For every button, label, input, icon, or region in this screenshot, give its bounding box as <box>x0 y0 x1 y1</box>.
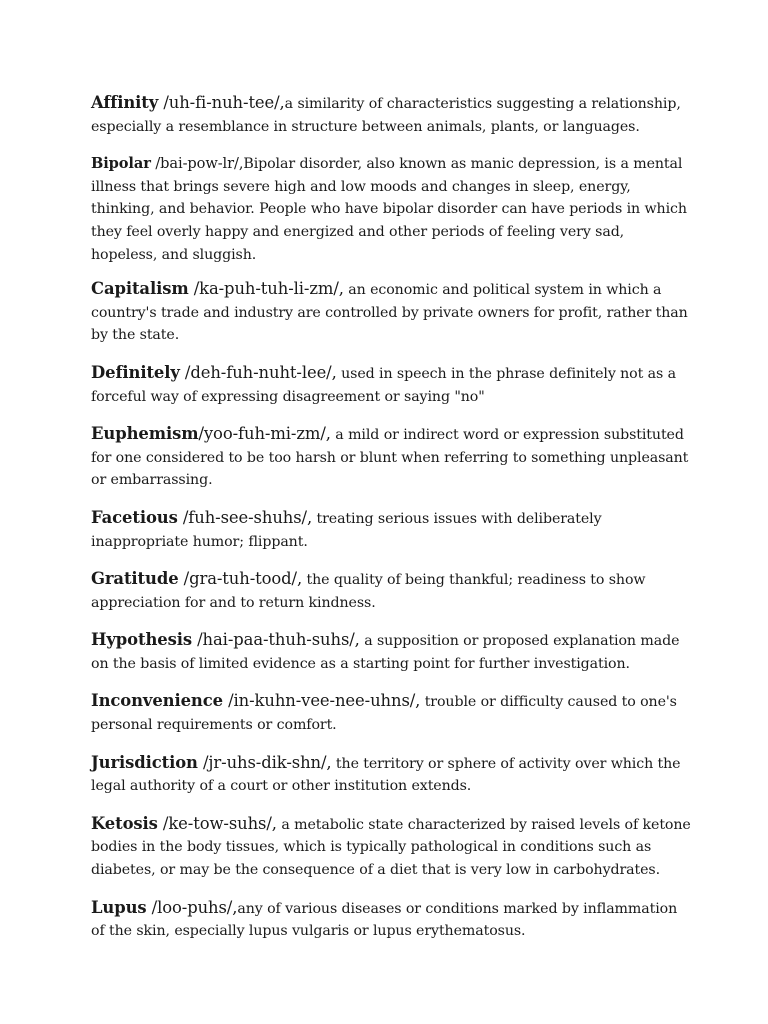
entry-definition: a similarity of characteristics suggesting a relationship, especially a resemblance in structure between animals, plants, or languages. <box>91 96 681 135</box>
entry-capitalism <box>91 278 691 347</box>
entry-definition: a mild or indirect word or expression substituted for one considered to be too harsh or blunt when referring to something unpleasant or embarrassing. <box>91 427 689 489</box>
entry-pronunciation: /loo-puhs/, <box>146 897 238 917</box>
entry-definition: a supposition or proposed explanation made on the basis of limited evidence as a starting point for further investigation. <box>91 633 680 672</box>
entry-definition: a metabolic state characterized by raised levels of ketone bodies in the body tissues, which is typically pathological in conditions such as diabetes, or may be the consequence of a diet that is very low in carbohydrates. <box>91 816 691 879</box>
entry-definitely <box>91 362 691 408</box>
entry-definition: used in speech in the phrase definitely not as a forceful way of expressing disagreement or saying "no" <box>91 365 676 405</box>
entry-lupus <box>91 897 691 943</box>
entry-definition: the territory or sphere of activity over which the legal authority of a court or other institution extends. <box>91 755 681 795</box>
entry-affinity <box>91 92 691 138</box>
entry-pronunciation: /ka-puh-tuh-li-zm/, <box>188 279 344 299</box>
entry-inconvenience <box>91 690 691 736</box>
entry-term: Ketosis <box>91 813 158 833</box>
entry-definition: an economic and political system in which a country's trade and industry are controlled by private owners for profit, rather than by the state. <box>91 282 688 344</box>
glossary-page <box>91 92 691 958</box>
entry-definition: Bipolar disorder, also known as manic depression, is a mental illness that brings severe high and low moods and changes in sleep, energy, thinking, and behavior. People who have bipolar disorder can have periods in which they feel overly happy and energized and other periods of feeling very sad, hopeless, and sluggish. <box>91 156 687 263</box>
entry-term: Gratitude <box>91 569 179 589</box>
entry-term: Bipolar <box>91 155 151 173</box>
entry-term: Capitalism <box>91 279 189 299</box>
entry-pronunciation: /jr-uhs-dik-shn/, <box>197 752 332 772</box>
entry-gratitude <box>91 568 691 614</box>
entry-pronunciation: /deh-fuh-nuht-lee/, <box>179 362 337 382</box>
entry-term: Definitely <box>91 362 180 382</box>
entry-pronunciation: /hai-paa-thuh-suhs/, <box>192 630 360 650</box>
entry-facetious <box>91 507 691 553</box>
entry-term: Lupus <box>91 897 147 917</box>
entry-term: Affinity <box>91 93 159 112</box>
entry-bipolar <box>91 153 691 266</box>
entry-term: Jurisdiction <box>91 752 198 772</box>
entry-term: Facetious <box>91 507 178 527</box>
entry-ketosis <box>91 813 691 882</box>
entry-term: Inconvenience <box>91 691 223 711</box>
entry-definition: the quality of being thankful; readiness to show appreciation for and to return kindness. <box>91 572 646 611</box>
entry-pronunciation: /fuh-see-shuhs/, <box>177 507 313 527</box>
entry-hypothesis <box>91 629 691 675</box>
entry-jurisdiction <box>91 752 691 798</box>
entry-term: Euphemism <box>91 424 199 444</box>
entry-definition: treating serious issues with deliberately inappropriate humor; flippant. <box>91 510 602 550</box>
entry-pronunciation: /uh-fi-nuh-tee/, <box>158 93 285 112</box>
entry-pronunciation: /ke-tow-suhs/, <box>157 813 277 833</box>
entry-pronunciation: /yoo-fuh-mi-zm/, <box>198 424 331 444</box>
entry-pronunciation: /in-kuhn-vee-nee-uhns/, <box>222 691 421 711</box>
entry-pronunciation: /bai-pow-lr/, <box>150 155 244 173</box>
entry-definition: trouble or difficulty caused to one's personal requirements or comfort. <box>91 694 677 734</box>
entry-term: Hypothesis <box>91 630 193 650</box>
entry-euphemism <box>91 423 691 492</box>
entry-pronunciation: /gra-tuh-tood/, <box>178 569 303 589</box>
entry-definition: any of various diseases or conditions marked by inflammation of the skin, especially lupus vulgaris or lupus erythematosus. <box>91 900 678 940</box>
